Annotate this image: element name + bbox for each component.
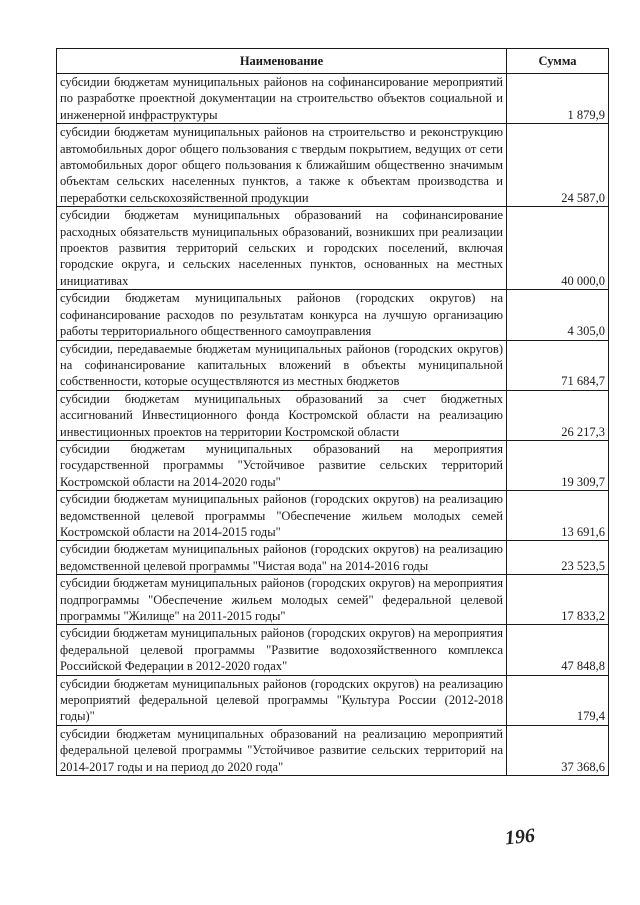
row-name-cell: субсидии бюджетам муниципальных районов (городских округов) на мероприятия подпрограммы "Обеспечение жильем молодых семей" федеральной целевой программы "Жилище" на 2011-2015 годы": [57, 575, 507, 625]
table-row: [57, 440, 609, 490]
table-row: [57, 541, 609, 575]
row-sum-cell: 1 879,9: [507, 74, 609, 124]
table-row: [57, 290, 609, 340]
row-sum-cell: 24 587,0: [507, 124, 609, 207]
row-sum-cell: 37 368,6: [507, 725, 609, 775]
column-header-name: Наименование: [57, 49, 507, 74]
page-number: 196: [503, 824, 537, 850]
row-sum-cell: 26 217,3: [507, 390, 609, 440]
table-header-row: [57, 49, 609, 74]
row-sum-cell: 179,4: [507, 675, 609, 725]
table-row: [57, 725, 609, 775]
row-sum-cell: 17 833,2: [507, 575, 609, 625]
table-body: [57, 74, 609, 776]
row-name-cell: субсидии бюджетам муниципальных районов на софинансирование мероприятий по разработке проектной документации на строительство объектов социальной и инженерной инфраструктуры: [57, 74, 507, 124]
row-name-cell: субсидии бюджетам муниципальных районов (городских округов) на реализацию мероприятий федеральной целевой программы "Культура России (2012-2018 годы)": [57, 675, 507, 725]
row-sum-cell: 19 309,7: [507, 440, 609, 490]
row-name-cell: субсидии бюджетам муниципальных образований за счет бюджетных ассигнований Инвестиционного фонда Костромской области на реализацию инвестиционных проектов на территории Костромской области: [57, 390, 507, 440]
column-header-sum: Сумма: [507, 49, 609, 74]
row-sum-cell: 23 523,5: [507, 541, 609, 575]
row-sum-cell: 4 305,0: [507, 290, 609, 340]
row-name-cell: субсидии бюджетам муниципальных районов (городских округов) на софинансирование расходов по результатам конкурса на лучшую организацию работы территориального общественного самоуправления: [57, 290, 507, 340]
table-row: [57, 575, 609, 625]
row-name-cell: субсидии бюджетам муниципальных образований на реализацию мероприятий федеральной целевой программы "Устойчивое развитие сельских территорий на 2014-2017 годы и на период до 2020 года": [57, 725, 507, 775]
table-row: [57, 124, 609, 207]
row-name-cell: субсидии бюджетам муниципальных районов на строительство и реконструкцию автомобильных дорог общего пользования с твердым покрытием, ведущих от сети автомобильных дорог общего пользования к ближайшим общественно значимым объектам сельских населенных пунктов, а также к объектам производства и переработки сельскохозяйственной продукции: [57, 124, 507, 207]
row-name-cell: субсидии бюджетам муниципальных образований на софинансирование расходных обязательств муниципальных образований, возникших при реализации проектов развития территорий сельских и городских поселений, включая городские округа, и сельских населенных пунктов, основанных на местных инициативах: [57, 207, 507, 290]
row-name-cell: субсидии, передаваемые бюджетам муниципальных районов (городских округов) на софинансирование капитальных вложений в объекты муниципальной собственности, которые осуществляются из местных бюджетов: [57, 340, 507, 390]
row-sum-cell: 13 691,6: [507, 491, 609, 541]
row-name-cell: субсидии бюджетам муниципальных районов (городских округов) на мероприятия федеральной целевой программы "Развитие водохозяйственного комплекса Российской Федерации в 2012-2020 годах": [57, 625, 507, 675]
row-sum-cell: 71 684,7: [507, 340, 609, 390]
table-row: [57, 675, 609, 725]
row-sum-cell: 47 848,8: [507, 625, 609, 675]
row-name-cell: субсидии бюджетам муниципальных районов (городских округов) на реализацию ведомственной целевой программы "Обеспечение жильем молодых семей Костромской области на 2014-2015 годы": [57, 491, 507, 541]
table-row: [57, 74, 609, 124]
budget-table: [56, 48, 609, 776]
row-name-cell: субсидии бюджетам муниципальных районов (городских округов) на реализацию ведомственной целевой программы "Чистая вода" на 2014-2016 годы: [57, 541, 507, 575]
table-row: [57, 340, 609, 390]
table-row: [57, 491, 609, 541]
table-row: [57, 207, 609, 290]
table-row: [57, 390, 609, 440]
row-sum-cell: 40 000,0: [507, 207, 609, 290]
table-row: [57, 625, 609, 675]
row-name-cell: субсидии бюджетам муниципальных образований на мероприятия государственной программы "Устойчивое развитие сельских территорий Костромской области на 2014-2020 годы": [57, 440, 507, 490]
